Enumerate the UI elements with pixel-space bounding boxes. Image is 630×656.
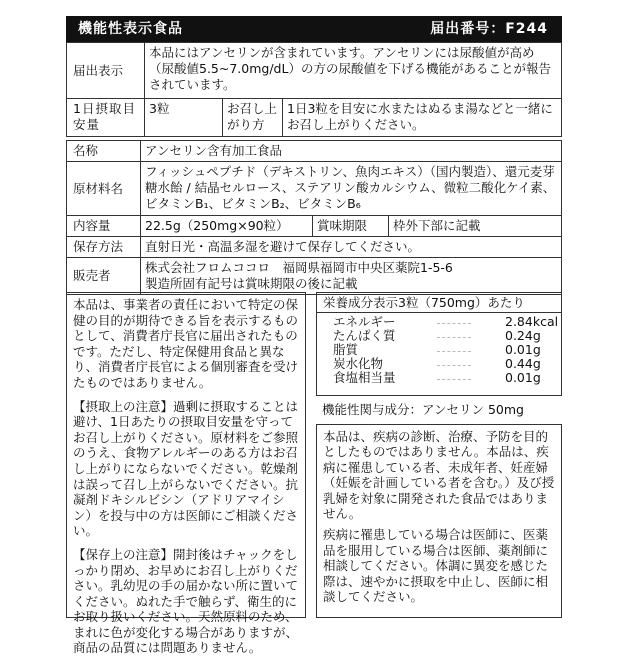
content-label: 内容量	[67, 216, 141, 237]
notice-text-1: 本品は、疾病の診断、治療、予防を目的としたものではありません。本品は、疾病に罹患している者、未成年者、妊産婦（妊娠を計画している者を含む。）及び授乳婦を対象に開発された食品ではありません。	[323, 429, 555, 522]
storage-caution-text: 【保存上の注意】開封後はチャックをしっかり閉め、お早めにお召し上がりください。乳幼児の手の届かない所に置いてください。ぬれた手で触らず、衛生的にお取り扱いください。天然原料のため、まれに色が変化する場合がありますが、商品の品質には問題ありません。	[73, 546, 299, 656]
nutrition-title: 栄養成分表示3粒（750mg）あたり	[317, 293, 561, 313]
expiry-label: 賞味期限	[313, 216, 389, 237]
ingredients-label: 原材料名	[67, 162, 141, 216]
seller-line2: 製造所固有記号は賞味期限の後に記載	[145, 276, 358, 291]
intake-caution-text: 【摂取上の注意】過剰に摂取することは避け、1日あたりの摂取目安量を守ってお召し上がりください。原材料をご参照のうえ、食物アレルギーのある方はお召し上がりにならないでください。乾燥剤は誤って召し上がらないでください。抗凝剤ドキシルビシン（アドリアマイシン）を投与中の方は医師にご相談ください。	[73, 398, 299, 539]
how-to-label: お召し上がり方	[223, 99, 283, 137]
left-notes	[66, 292, 306, 656]
label-title: 機能性表示食品	[78, 21, 183, 37]
seller-value	[141, 258, 562, 295]
nutrition-row: 脂質 0.01g	[333, 342, 541, 357]
storage-label: 保存方法	[67, 237, 141, 258]
functional-ingredient: 機能性関与成分：アンセリン 50mg	[322, 402, 524, 417]
name-value: アンセリン含有加工食品	[141, 141, 562, 162]
notice-text-2: 疾病に罹患している場合は医師に、医薬品を服用している場合は医師、薬剤師に相談してください。体調に異変を感じた際は、速やかに摂取を中止し、医師に相談してください。	[323, 527, 549, 605]
notification-label: 届出表示	[67, 43, 145, 99]
name-label: 名称	[67, 141, 141, 162]
nutrition-row: エネルギー 2.84kcal	[333, 314, 559, 329]
expiry-value: 枠外下部に記載	[389, 216, 562, 237]
storage-value: 直射日光・高温多湿を避けて保存してください。	[141, 237, 562, 258]
notification-text: 本品にはアンセリンが含まれています。アンセリンには尿酸値が高め（尿酸値5.5~7.0mg/dL）の方の尿酸値を下げる機能があることが報告されています。	[145, 43, 562, 99]
how-to-text: 1日3粒を目安に水またはぬるま湯などと一緒にお召し上がりください。	[283, 99, 562, 137]
seller-label: 販売者	[67, 258, 141, 295]
notification-number: 届出番号：F244	[430, 21, 548, 37]
nutrition-box	[316, 292, 562, 396]
nutrition-row: たんぱく質 0.24g	[333, 328, 541, 343]
daily-intake-label: 1日摂取目安量	[67, 99, 145, 137]
disclaimer-text: 本品は、事業者の責任において特定の保健の目的が期待できる旨を表示するものとして、消費者庁長官に届出されたものです。ただし、特定保健用食品と異なり、消費者庁長官による個別審査を受けたものではありません。	[73, 297, 299, 390]
content-value: 22.5g（250mg×90粒）	[141, 216, 313, 237]
daily-intake-value: 3粒	[145, 99, 223, 137]
ingredients-value: フィッシュペプチド（デキストリン、魚肉エキス）（国内製造）、還元麦芽糖水飴 / 結晶セルロース、ステアリン酸カルシウム、微粒二酸化ケイ素、ビタミンB₁、ビタミンB₂、ビタミンB₆	[141, 162, 562, 216]
seller-line1: 株式会社フロムココロ 福岡県福岡市中央区薬院1-5-6	[145, 260, 453, 275]
header-bar	[66, 16, 562, 42]
nutrition-row: 炭水化物 0.44g	[333, 356, 541, 371]
product-table	[66, 140, 562, 295]
notification-table	[66, 42, 562, 137]
nutrition-row: 食塩相当量 0.01g	[333, 370, 541, 385]
health-notice	[316, 424, 562, 618]
